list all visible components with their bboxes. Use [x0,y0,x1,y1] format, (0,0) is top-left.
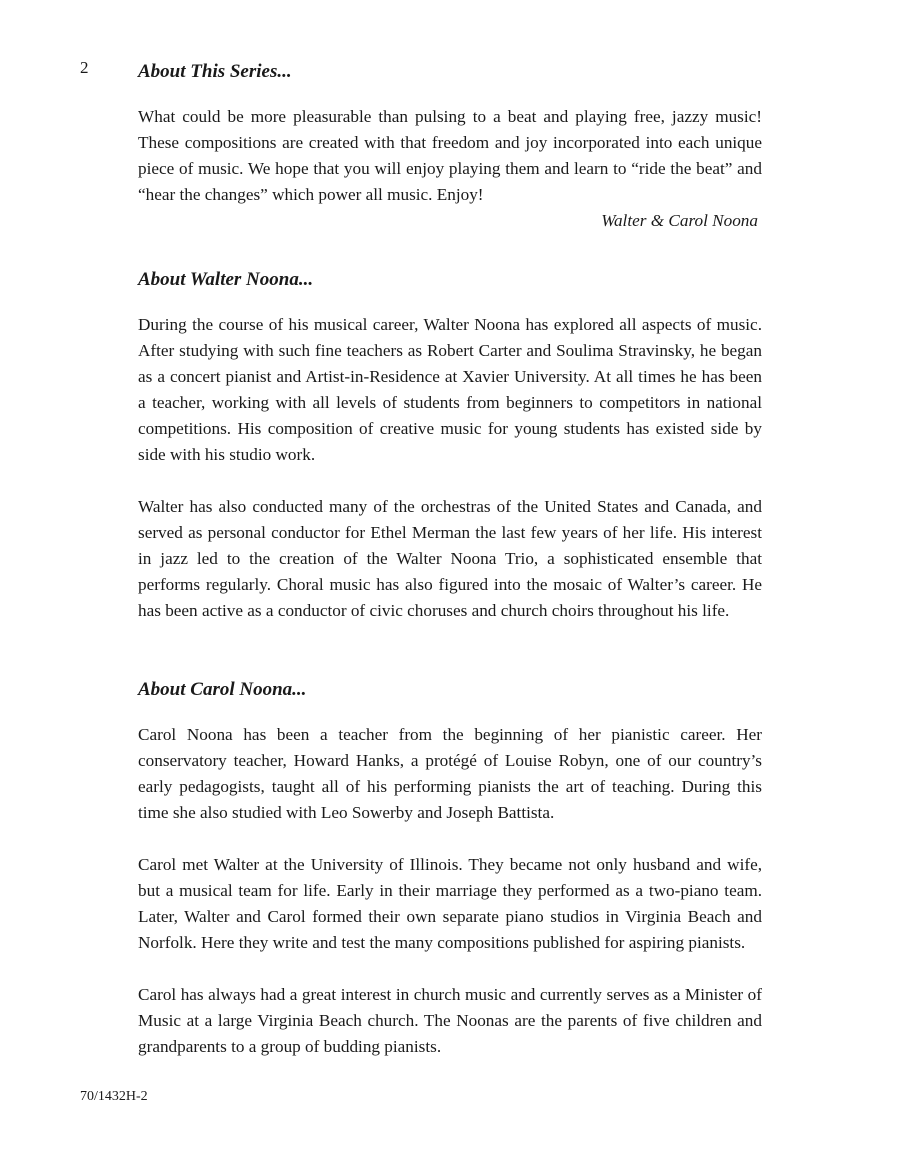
carol-paragraph: Carol has always had a great interest in church music and currently serves as a Minister of Music at a large Virginia Beach church. The Noonas are the parents of five children and grandparents to a group of budding pianists. [138,985,762,1056]
about-series-heading: About This Series... [138,61,292,82]
about-carol-section [138,678,762,1060]
about-walter-heading: About Walter Noona... [138,269,314,290]
footer-catalog-code: 70/1432H-2 [80,1089,148,1104]
signature: Walter & Carol Noona [601,211,758,230]
about-series-paragraph: What could be more pleasurable than pulsing to a beat and playing free, jazzy music! These compositions are created with that freedom and joy incorporated into each unique piece of music. We hope that you will enjoy playing them and learn to “ride the beat” and “hear the changes” which power all music. Enjoy! [138,107,762,204]
page-number: 2 [80,58,89,77]
page-content [138,60,762,1060]
walter-paragraph: Walter has also conducted many of the orchestras of the United States and Canada, and served as personal conductor for Ethel Merman the last few years of her life. His interest in jazz led to the creation of the Walter Noona Trio, a sophisticated ensemble that performs regularly. Choral music has also figured into the mosaic of Walter’s career. He has been active as a conductor of civic choruses and church choirs throughout his life. [138,497,762,620]
walter-paragraph: During the course of his musical career, Walter Noona has explored all aspects of music. After studying with such fine teachers as Robert Carter and Soulima Stravinsky, he began as a concert pianist and Artist-in-Residence at Xavier University. At all times he has been a teacher, working with all levels of students from beginners to competitors in national competitions. His composition of creative music for young students has existed side by side with his studio work. [138,315,762,464]
about-carol-heading: About Carol Noona... [138,679,307,700]
about-series-section [138,60,762,234]
about-walter-section [138,268,762,624]
carol-paragraph: Carol Noona has been a teacher from the beginning of her pianistic career. Her conservatory teacher, Howard Hanks, a protégé of Louise Robyn, one of our country’s early pedagogists, taught all of his performing pianists the art of teaching. During this time she also studied with Leo Sowerby and Joseph Battista. [138,725,762,822]
carol-paragraph: Carol met Walter at the University of Illinois. They became not only husband and wife, but a musical team for life. Early in their marriage they performed as a two-piano team. Later, Walter and Carol formed their own separate piano studios in Virginia Beach and Norfolk. Here they write and test the many compositions published for aspiring pianists. [138,855,762,952]
